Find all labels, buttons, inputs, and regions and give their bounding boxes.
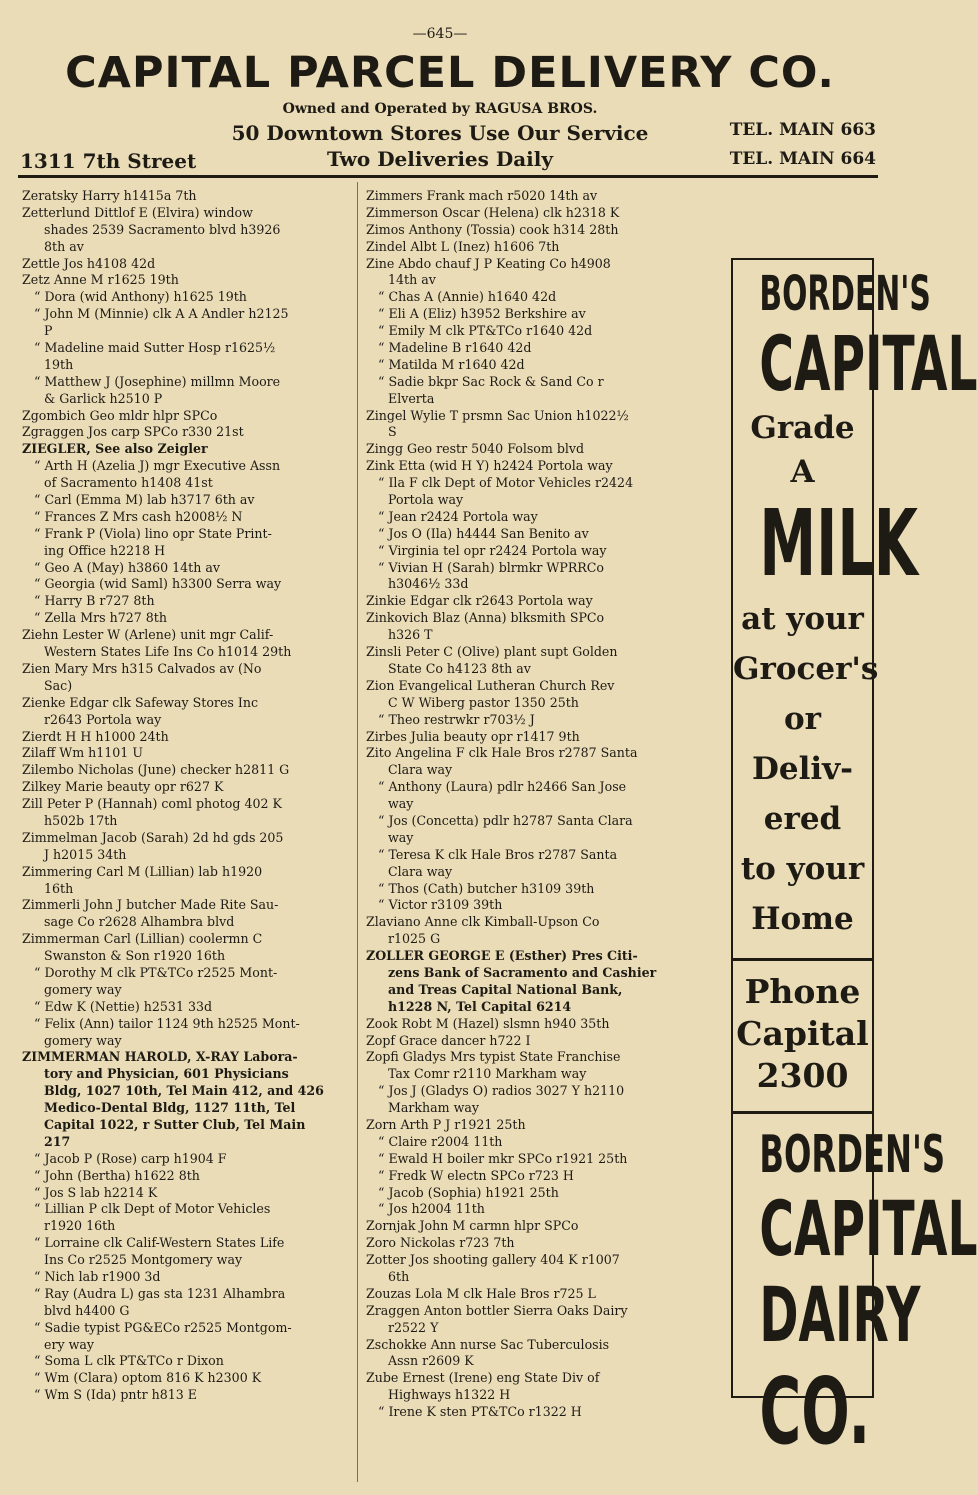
directory-entry-line: ery way <box>44 1336 94 1352</box>
directory-entry-line: Zilembo Nicholas (June) checker h2811 G <box>22 762 290 778</box>
directory-entry-line: gomery way <box>44 1032 122 1048</box>
directory-entry-line: “ Wm S (Ida) pntr h813 E <box>34 1387 197 1403</box>
directory-entry-line: Western States Life Ins Co h1014 29th <box>44 644 292 660</box>
directory-entry-line: Zimmerli John J butcher Made Rite Sau- <box>22 897 279 913</box>
ad-phone-label: Phone <box>744 972 861 1011</box>
directory-entry-line: “ Virginia tel opr r2424 Portola way <box>378 542 607 558</box>
directory-entry-line: sage Co r2628 Alhambra blvd <box>44 914 235 930</box>
directory-entry-line: “ John M (Minnie) clk A A Andler h2125 <box>34 306 289 322</box>
directory-entry-line: “ Sadie bkpr Sac Rock & Sand Co r <box>378 373 604 389</box>
directory-entry-line: “ Dorothy M clk PT&TCo r2525 Mont- <box>34 964 278 980</box>
directory-entry-line: “ Anthony (Laura) pdlr h2466 San Jose <box>378 779 627 795</box>
borden-advertisement <box>731 258 978 1465</box>
directory-entry-line: Zube Ernest (Irene) eng State Div of <box>366 1370 600 1386</box>
directory-entry-line: way <box>388 796 414 812</box>
directory-entry-line: Assn r2609 K <box>388 1353 474 1369</box>
directory-entry-line: C W Wiberg pastor 1350 25th <box>388 694 579 710</box>
directory-entry-line: Zienke Edgar clk Safeway Stores Inc <box>22 694 258 710</box>
directory-entry-line: “ Matilda M r1640 42d <box>378 356 525 372</box>
directory-entry-line: Zindel Albt L (Inez) h1606 7th <box>366 238 560 254</box>
directory-entry-line: Bldg, 1027 10th, Tel Main 412, and 426 <box>44 1083 324 1099</box>
directory-entry-line: h1228 N, Tel Capital 6214 <box>388 998 572 1014</box>
directory-entry-line: Zoro Nickolas r723 7th <box>366 1235 515 1251</box>
directory-entry-line: and Treas Capital National Bank, <box>388 981 623 997</box>
directory-entry-line: State Co h4123 8th av <box>388 660 531 676</box>
directory-entry-line: “ Fredk W electn SPCo r723 H <box>378 1167 574 1183</box>
ad-divider-2 <box>733 1111 872 1114</box>
directory-entry-line: Capital 1022, r Sutter Club, Tel Main <box>44 1116 306 1132</box>
banner-deliveries-line: Two Deliveries Daily <box>326 147 553 171</box>
directory-entry-line: Ins Co r2525 Montgomery way <box>44 1252 243 1268</box>
directory-entry-line: “ Geo A (May) h3860 14th av <box>34 559 220 575</box>
ad-deliv: Deliv- <box>751 751 854 787</box>
ad-grocers: Grocer's <box>733 651 879 687</box>
directory-entry-line: h502b 17th <box>44 812 118 828</box>
directory-entry-line: Zornjak John M carmn hlpr SPCo <box>366 1218 579 1234</box>
directory-entry-line: r1025 G <box>388 931 441 947</box>
ad-phone-exchange: Capital <box>736 1014 869 1053</box>
directory-entry-line: Clara way <box>388 762 453 778</box>
directory-entry-line: Portola way <box>388 492 464 508</box>
directory-entry-line: “ Harry B r727 8th <box>34 593 155 609</box>
directory-entry-line: “ John (Bertha) h1622 8th <box>34 1167 200 1183</box>
directory-entry-line: Zopf Grace dancer h722 I <box>366 1032 531 1048</box>
directory-entry-line: Zierdt H H h1000 24th <box>22 728 169 744</box>
directory-entry-line: “ Felix (Ann) tailor 1124 9th h2525 Mont- <box>34 1015 300 1031</box>
column-divider <box>357 182 358 1482</box>
directory-entry-line: of Sacramento h1408 41st <box>44 475 213 491</box>
directory-entry-line: “ Eli A (Eliz) h3952 Berkshire av <box>378 306 586 322</box>
directory-entry-line: 217 <box>44 1133 71 1149</box>
directory-entry-line: Zimos Anthony (Tossia) cook h314 28th <box>366 221 619 237</box>
directory-entry-line: “ Theo restrwkr r703½ J <box>378 711 535 727</box>
ad-co: CO. <box>759 1358 871 1465</box>
directory-entry-line: Zeratsky Harry h1415a 7th <box>22 188 197 203</box>
directory-entry-line: “ Carl (Emma M) lab h3717 6th av <box>34 492 255 508</box>
directory-entry-line: “ Claire r2004 11th <box>378 1133 503 1149</box>
directory-entry-line: h326 T <box>388 627 433 643</box>
banner-street-address: 1311 7th Street <box>20 149 197 173</box>
directory-entry-line: Zimmers Frank mach r5020 14th av <box>366 188 598 203</box>
directory-entry-line: “ Frances Z Mrs cash h2008½ N <box>34 508 243 524</box>
directory-entry-line: Zill Peter P (Hannah) coml photog 402 K <box>22 796 282 812</box>
directory-entry-line: Zimmerson Oscar (Helena) clk h2318 K <box>366 204 620 220</box>
directory-entry-line: “ Lillian P clk Dept of Motor Vehicles <box>34 1201 271 1217</box>
directory-entry-line: “ Jacob (Sophia) h1921 25th <box>378 1184 559 1200</box>
directory-entry-line: 19th <box>44 356 74 372</box>
banner-owner-line: Owned and Operated by RAGUSA BROS. <box>282 101 598 117</box>
directory-entry-line: gomery way <box>44 981 122 997</box>
ad-capital-bottom: CAPITAL <box>759 1184 978 1273</box>
directory-entry-line: Zito Angelina F clk Hale Bros r2787 Santa <box>366 745 638 761</box>
directory-entry-line: Clara way <box>388 863 453 879</box>
directory-entry-line: “ Madeline maid Sutter Hosp r1625½ <box>34 340 276 356</box>
directory-entry-line: “ Chas A (Annie) h1640 42d <box>378 289 557 305</box>
directory-entry-line: 6th <box>388 1269 410 1284</box>
directory-entry-line: “ Georgia (wid Saml) h3300 Serra way <box>34 576 282 592</box>
directory-entry-line: & Garlick h2510 P <box>44 390 163 406</box>
directory-entry-line: Zschokke Ann nurse Sac Tuberculosis <box>366 1336 610 1352</box>
directory-entry-line: r2522 Y <box>388 1319 439 1335</box>
ad-home: Home <box>751 901 854 937</box>
directory-entry-line: “ Ila F clk Dept of Motor Vehicles r2424 <box>378 475 634 491</box>
directory-entry-line: “ Jos J (Gladys O) radios 3027 Y h2110 <box>378 1083 625 1099</box>
ad-ered: ered <box>763 801 842 837</box>
directory-entry-line: “ Matthew J (Josephine) millmn Moore <box>34 373 281 389</box>
directory-entry-line: Zine Abdo chauf J P Keating Co h4908 <box>366 255 611 271</box>
ad-phone-number: 2300 <box>756 1056 849 1095</box>
directory-entry-line: “ Victor r3109 39th <box>378 897 503 913</box>
directory-entry-line: “ Wm (Clara) optom 816 K h2300 K <box>34 1370 262 1386</box>
directory-entry-line: Zingg Geo restr 5040 Folsom blvd <box>366 441 585 457</box>
directory-entry-line: “ Irene K sten PT&TCo r1322 H <box>378 1404 582 1420</box>
banner-telephone-2: TEL. MAIN 664 <box>729 149 876 169</box>
directory-entry-line: “ Dora (wid Anthony) h1625 19th <box>34 289 247 305</box>
ad-capital-top: CAPITAL <box>759 319 978 408</box>
directory-entry-line: blvd h4400 G <box>44 1302 130 1318</box>
directory-entry-line: Zion Evangelical Lutheran Church Rev <box>366 677 615 693</box>
directory-entry-line: “ Ewald H boiler mkr SPCo r1921 25th <box>378 1150 628 1166</box>
directory-entry-line: tory and Physician, 601 Physicians <box>44 1066 289 1082</box>
directory-entry-line: Zook Robt M (Hazel) slsmn h940 35th <box>366 1015 610 1031</box>
directory-entry-line: ZOLLER GEORGE E (Esther) Pres Citi- <box>366 948 638 964</box>
ad-milk: MILK <box>759 490 918 597</box>
directory-entry-line: Zettle Jos h4108 42d <box>22 255 156 271</box>
directory-entry-line: “ Edw K (Nettie) h2531 33d <box>34 998 213 1014</box>
page-number: —645— <box>412 26 468 42</box>
directory-entry-line: “ Vivian H (Sarah) blrmkr WPRRCo <box>378 559 605 575</box>
directory-entry-line: Zilaff Wm h1101 U <box>22 745 143 761</box>
directory-entry-line: Zlaviano Anne clk Kimball-Upson Co <box>366 914 600 930</box>
directory-entry-line: “ Jacob P (Rose) carp h1904 F <box>34 1150 227 1166</box>
directory-entry-line: zens Bank of Sacramento and Cashier <box>388 964 657 980</box>
directory-entry-line: Elverta <box>388 390 435 406</box>
directory-entry-line: “ Jean r2424 Portola way <box>378 508 538 524</box>
header-rule <box>18 175 878 178</box>
ad-dairy: DAIRY <box>759 1270 921 1359</box>
banner-telephone-1: TEL. MAIN 663 <box>729 120 876 140</box>
directory-entry-line: “ Nich lab r1900 3d <box>34 1269 161 1284</box>
directory-entry-line: Zouzas Lola M clk Hale Bros r725 L <box>366 1285 596 1301</box>
directory-entry-line: “ Frank P (Viola) lino opr State Print- <box>34 525 272 541</box>
directory-entry-line: “ Emily M clk PT&TCo r1640 42d <box>378 323 593 339</box>
directory-entry-line: “ Ray (Audra L) gas sta 1231 Alhambra <box>34 1285 286 1301</box>
banner-company-name: CAPITAL PARCEL DELIVERY CO. <box>65 48 835 98</box>
directory-entry-line: “ Thos (Cath) butcher h3109 39th <box>378 880 595 896</box>
ad-to-your: to your <box>740 851 865 887</box>
listing-column-right <box>366 188 718 1421</box>
ad-grade: Grade A <box>750 410 855 490</box>
directory-entry-line: Ziehn Lester W (Arlene) unit mgr Calif- <box>22 627 274 643</box>
directory-entry-line: “ Sadie typist PG&ECo r2525 Montgom- <box>34 1319 292 1335</box>
directory-entry-line: “ Zella Mrs h727 8th <box>34 610 167 626</box>
ad-at-your: at your <box>741 601 864 637</box>
directory-entry-line: “ Jos h2004 11th <box>378 1201 485 1217</box>
directory-entry-line: Highways h1322 H <box>388 1387 511 1403</box>
directory-entry-line: “ Lorraine clk Calif-Western States Life <box>34 1235 285 1251</box>
directory-entry-line: Markham way <box>388 1100 480 1116</box>
directory-entry-line: r1920 16th <box>44 1218 116 1234</box>
directory-entry-line: ZIEGLER, See also Zeigler <box>22 441 208 457</box>
directory-entry-line: “ Madeline B r1640 42d <box>378 340 532 356</box>
listing-column-left <box>22 188 354 1404</box>
directory-entry-line: J h2015 34th <box>44 846 127 862</box>
directory-entry-line: Zorn Arth P J r1921 25th <box>366 1116 526 1132</box>
ad-or: or <box>783 701 821 737</box>
directory-entry-line: Zien Mary Mrs h315 Calvados av (No <box>22 660 262 676</box>
banner-stores-line: 50 Downtown Stores Use Our Service <box>231 121 649 145</box>
directory-entry-line: r2643 Portola way <box>44 711 162 727</box>
directory-entry-line: “ Teresa K clk Hale Bros r2787 Santa <box>378 846 618 862</box>
directory-entry-line: Zgraggen Jos carp SPCo r330 21st <box>22 424 244 440</box>
directory-entry-line: h3046½ 33d <box>388 576 469 592</box>
ad-divider-1 <box>733 958 872 961</box>
directory-entry-line: “ Soma L clk PT&TCo r Dixon <box>34 1353 224 1369</box>
directory-entry-line: P <box>44 323 53 339</box>
directory-entry-line: Zimmelman Jacob (Sarah) 2d hd gds 205 <box>22 829 284 845</box>
directory-entry-line: Zimmerman Carl (Lillian) coolermn C <box>22 931 263 947</box>
directory-entry-line: 16th <box>44 880 74 896</box>
directory-entry-line: Zirbes Julia beauty opr r1417 9th <box>366 728 580 744</box>
directory-entry-line: Medico-Dental Bldg, 1127 11th, Tel <box>44 1100 296 1116</box>
directory-entry-line: Zilkey Marie beauty opr r627 K <box>22 779 224 795</box>
ad-brand-bottom: BORDEN'S <box>759 1125 946 1185</box>
directory-entry-line: Zotter Jos shooting gallery 404 K r1007 <box>366 1252 620 1268</box>
directory-entry-line: Zopfi Gladys Mrs typist State Franchise <box>366 1049 621 1065</box>
directory-entry-line: Zinkie Edgar clk r2643 Portola way <box>366 593 593 609</box>
directory-entry-line: “ Arth H (Azelia J) mgr Executive Assn <box>34 458 281 474</box>
directory-entry-line: Zingel Wylie T prsmn Sac Union h1022½ <box>366 407 629 423</box>
directory-entry-line: Tax Comr r2110 Markham way <box>388 1066 587 1082</box>
directory-entry-line: 14th av <box>388 272 436 288</box>
directory-entry-line: Zgombich Geo mldr hlpr SPCo <box>22 407 218 423</box>
directory-entry-line: “ Jos O (Ila) h4444 San Benito av <box>378 525 589 541</box>
ad-brand-top: BORDEN'S <box>759 266 931 322</box>
directory-entry-line: way <box>388 829 414 845</box>
directory-entry-line: Zinsli Peter C (Olive) plant supt Golden <box>366 644 618 660</box>
directory-entry-line: “ Jos (Concetta) pdlr h2787 Santa Clara <box>378 812 633 828</box>
directory-entry-line: shades 2539 Sacramento blvd h3926 <box>44 221 281 237</box>
directory-entry-line: Zimmering Carl M (Lillian) lab h1920 <box>22 863 263 879</box>
directory-entry-line: Zetz Anne M r1625 19th <box>22 272 179 288</box>
directory-entry-line: Zetterlund Dittlof E (Elvira) window <box>22 204 253 220</box>
directory-entry-line: Zraggen Anton bottler Sierra Oaks Dairy <box>366 1302 628 1318</box>
directory-entry-line: Zink Etta (wid H Y) h2424 Portola way <box>366 458 613 474</box>
directory-entry-line: 8th av <box>44 238 84 254</box>
directory-entry-line: Sac) <box>44 677 73 693</box>
directory-entry-line: S <box>388 424 397 440</box>
directory-entry-line: Swanston & Son r1920 16th <box>44 948 226 964</box>
directory-entry-line: Zinkovich Blaz (Anna) blksmith SPCo <box>366 610 605 626</box>
directory-entry-line: “ Jos S lab h2214 K <box>34 1184 158 1200</box>
directory-entry-line: ing Office h2218 H <box>44 542 166 558</box>
directory-entry-line: ZIMMERMAN HAROLD, X-RAY Labora- <box>22 1049 298 1065</box>
